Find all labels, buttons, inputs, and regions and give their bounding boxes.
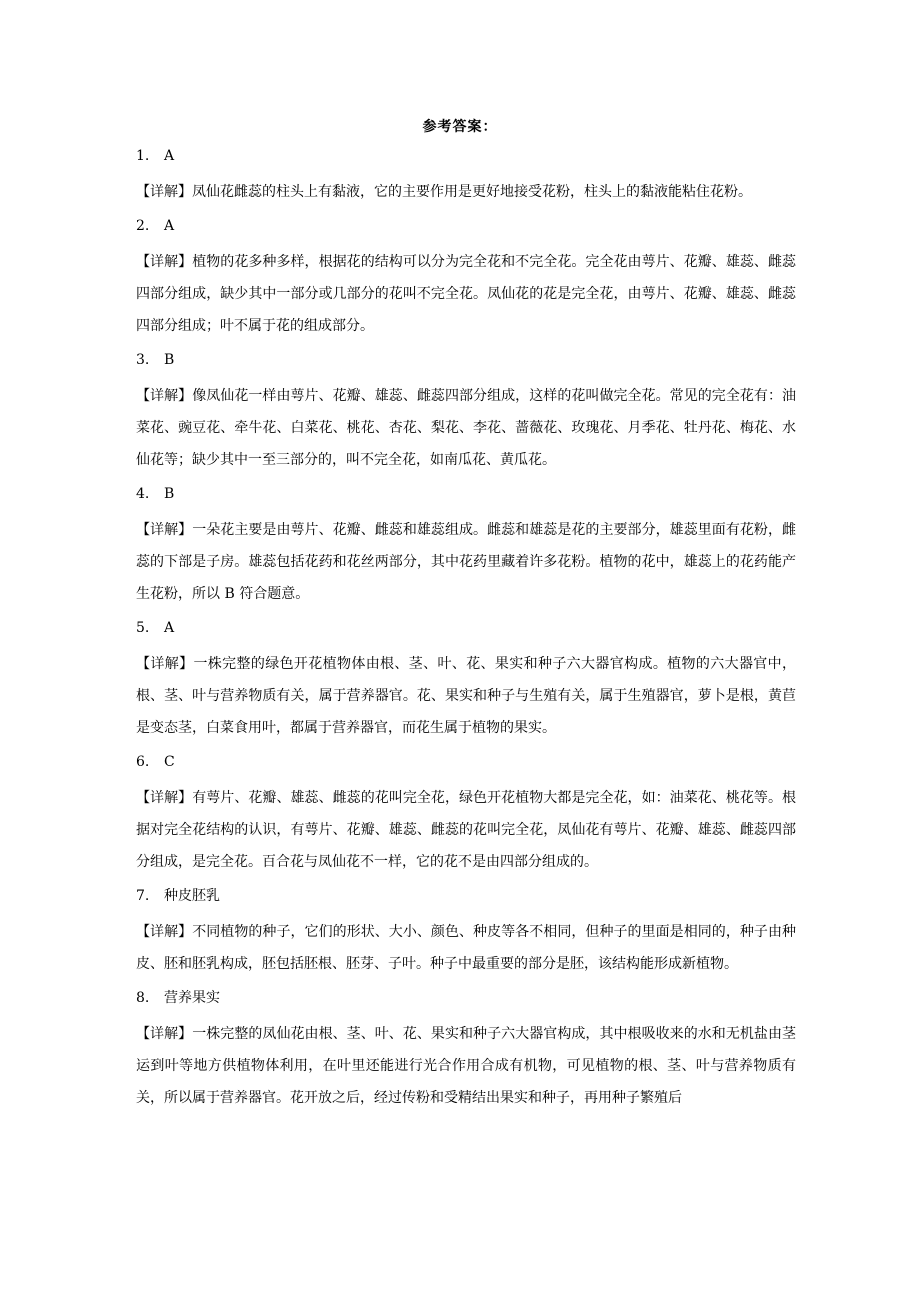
explanation-3: [136, 380, 796, 476]
explanation-text: 植物的花多种多样，根据花的结构可以分为完全花和不完全花。完全花由萼片、花瓣、雄蕊、雌蕊四部分组成，缺少其中一部分或几部分的花叫不完全花。凤仙花的花是完全花，由萼片、花瓣、雄蕊、雌蕊四部分组成；叶不属于花的组成部分。: [136, 254, 797, 334]
answer-item-1: [136, 146, 796, 166]
explanation-4: [136, 514, 796, 610]
question-number: 8.: [136, 990, 150, 1006]
answer-value: A: [164, 218, 175, 234]
explanation-text: 凤仙花雌蕊的柱头上有黏液，它的主要作用是更好地接受花粉，柱头上的黏液能粘住花粉。: [192, 184, 752, 200]
question-number: 7.: [136, 888, 150, 904]
page-title: 参考答案：: [422, 119, 498, 135]
answer-item-5: [136, 618, 796, 638]
detail-tag: 【详解】: [136, 254, 193, 270]
answer-item-4: [136, 484, 796, 504]
question-number: 6.: [136, 754, 150, 770]
answer-list: [136, 146, 796, 1122]
answer-value: A: [164, 148, 175, 164]
explanation-text: 不同植物的种子，它们的形状、大小、颜色、种皮等各不相同，但种子的里面是相同的，种子由种皮、胚和胚乳构成，胚包括胚根、胚芽、子叶。种子中最重要的部分是胚，该结构能形成新植物。: [136, 924, 797, 972]
answer-value: 营养果实: [164, 990, 220, 1006]
detail-tag: 【详解】: [136, 1026, 193, 1042]
explanation-2: [136, 246, 796, 342]
answer-value: B: [164, 352, 175, 368]
detail-tag: 【详解】: [136, 184, 192, 200]
answer-value: C: [164, 754, 175, 770]
explanation-8: [136, 1018, 796, 1114]
answer-value: 种皮胚乳: [164, 888, 220, 904]
detail-tag: 【详解】: [136, 522, 193, 538]
detail-tag: 【详解】: [136, 924, 193, 940]
question-number: 3.: [136, 352, 150, 368]
answer-item-6: [136, 752, 796, 772]
question-number: 5.: [136, 620, 150, 636]
question-number: 4.: [136, 486, 150, 502]
explanation-5: [136, 648, 796, 744]
answer-item-2: [136, 216, 796, 236]
answer-item-3: [136, 350, 796, 370]
explanation-text: 一株完整的绿色开花植物体由根、茎、叶、花、果实和种子六大器官构成。植物的六大器官中，根、茎、叶与营养物质有关，属于营养器官。花、果实和种子与生殖有关，属于生殖器官，萝卜是根，黄苣是变态茎，白菜食用叶，都属于营养器官，而花生属于植物的果实。: [136, 656, 797, 736]
explanation-text: 一株完整的凤仙花由根、茎、叶、花、果实和种子六大器官构成，其中根吸收来的水和无机盐由茎运到叶等地方供植物体利用，在叶里还能进行光合作用合成有机物，可见植物的根、茎、叶与营养物质有关，所以属于营养器官。花开放之后，经过传粉和受精结出果实和种子，再用种子繁殖后: [136, 1026, 797, 1106]
detail-tag: 【详解】: [136, 656, 194, 672]
explanation-text: 一朵花主要是由萼片、花瓣、雌蕊和雄蕊组成。雌蕊和雄蕊是花的主要部分，雄蕊里面有花粉，雌蕊的下部是子房。雄蕊包括花药和花丝两部分，其中花药里藏着许多花粉。植物的花中，雄蕊上的花药能产生花粉，所以 B 符合题意。: [136, 522, 797, 602]
answer-item-7: [136, 886, 796, 906]
question-number: 1.: [136, 148, 150, 164]
explanation-7: [136, 916, 796, 980]
answer-value: A: [164, 620, 175, 636]
question-number: 2.: [136, 218, 150, 234]
answer-value: B: [164, 486, 175, 502]
explanation-1: [136, 176, 796, 208]
explanation-text: 有萼片、花瓣、雄蕊、雌蕊的花叫完全花，绿色开花植物大都是完全花，如：油菜花、桃花等。根据对完全花结构的认识，有萼片、花瓣、雄蕊、雌蕊的花叫完全花，凤仙花有萼片、花瓣、雄蕊、雌蕊四部分组成，是完全花。百合花与凤仙花不一样，它的花不是由四部分组成的。: [136, 790, 797, 870]
detail-tag: 【详解】: [136, 790, 193, 806]
explanation-text: 像凤仙花一样由萼片、花瓣、雄蕊、雌蕊四部分组成，这样的花叫做完全花。常见的完全花有：油菜花、豌豆花、牵牛花、白菜花、桃花、杏花、梨花、李花、蔷薇花、玫瑰花、月季花、牡丹花、梅花、水仙花等；缺少其中一至三部分的，叫不完全花，如南瓜花、黄瓜花。: [136, 388, 797, 468]
answer-item-8: [136, 988, 796, 1008]
detail-tag: 【详解】: [136, 388, 193, 404]
explanation-6: [136, 782, 796, 878]
